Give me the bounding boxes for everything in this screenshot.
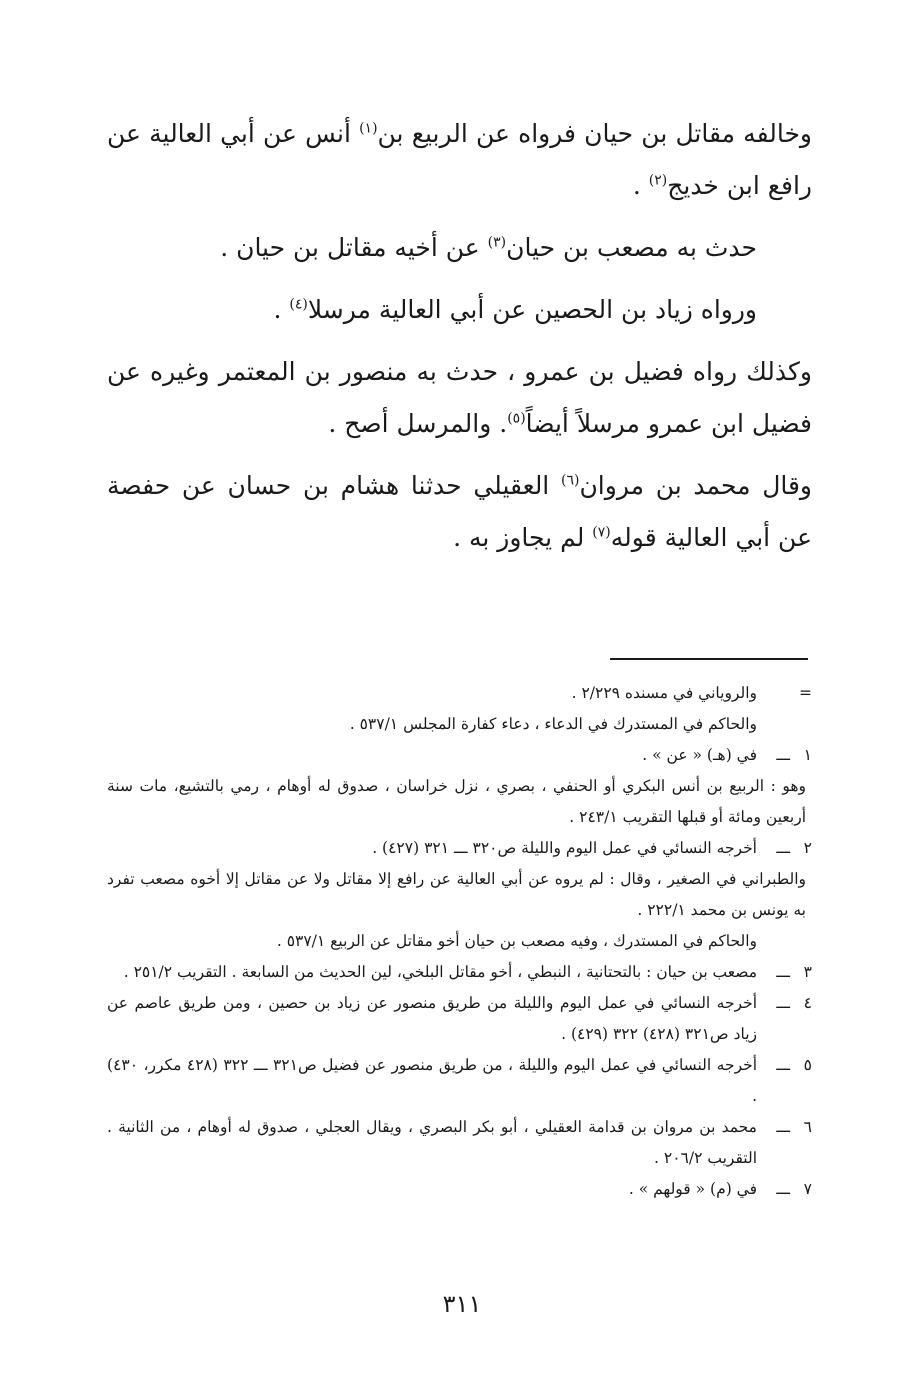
footnote-ref-3: (٣) <box>487 234 507 251</box>
footnote-ref-4: (٤) <box>289 296 308 313</box>
footnote-6: ٦ ـــ محمد بن مروان بن قدامة العقيلي ، أبو بكر البصري ، ويقال العجلي ، صدوق له أوهام ، من الثانية . التقريب ٢٠٦/٢ . <box>107 1118 812 1167</box>
footnote-ref-2: (٢) <box>648 172 668 189</box>
footnote-ref-5: (٥) <box>507 410 526 427</box>
footnote-4: ٤ ـــ أخرجه النسائي في عمل اليوم والليلة من طريق منصور عن زياد بن حصين ، ومن طريق عاصم عن زياد ص٣٢١ (٤٢٨) ٣٢٢ (٤٢٩) . <box>107 994 812 1043</box>
footnote-2-detail-2: والحاكم في المستدرك ، وفيه مصعب بن حيان أخو مقاتل عن الربيع ٥٣٧/١ . <box>276 932 757 950</box>
paragraph-4: وكذلك رواه فضيل بن عمرو ، حدث به منصور بن المعتمر وغيره عن فضيل ابن عمرو مرسلاً أيضاً$^{(٥)}$. والمرسل أصح . <box>107 357 812 438</box>
footnote-1-detail: وهو : الربيع بن أنس البكري أو الحنفي ، بصري ، نزل خراسان ، صدوق له أوهام ، رمي بالتشيع، مات سنة أربعين ومائة أو قبلها التقريب ٢٤٣/١ . <box>107 777 806 826</box>
footnote-continued-2: والحاكم في المستدرك في الدعاء ، دعاء كفارة المجلس ٥٣٧/١ . <box>349 715 757 733</box>
footnote-separator <box>610 658 808 660</box>
main-text <box>107 108 812 574</box>
paragraph-3: ورواه زياد بن الحصين عن أبي العالية مرسلا$^{(٤)}$ . <box>273 295 757 324</box>
footnote-continued: = والروياني في مسنده ٢/٢٢٩ . <box>571 684 812 702</box>
footnote-ref-7: (٧) <box>592 524 611 541</box>
footnote-3: ٣ ـــ مصعب بن حيان : بالتحتانية ، النبطي ، أخو مقاتل البلخي، لين الحديث من السابعة . التقريب ٢٥١/٢ . <box>123 963 812 981</box>
footnotes <box>107 678 812 1205</box>
paragraph-2: حدث به مصعب بن حيان$^{(٣)}$ عن أخيه مقاتل بن حيان . <box>220 233 757 262</box>
footnote-2-detail: والطبراني في الصغير ، وقال : لم يروه عن أبي العالية عن رافع إلا مقاتل ولا عن مقاتل إلا أخوه مصعب تفرد به يونس بن محمد ٢٢٢/١ . <box>107 870 806 919</box>
footnote-2: ٢ ـــ أخرجه النسائي في عمل اليوم والليلة ص٣٢٠ ـــ ٣٢١ (٤٢٧) . <box>372 839 812 857</box>
paragraph-1: وخالفه مقاتل بن حيان فرواه عن الربيع بن$^{(١)}$ أنس عن أبي العالية عن رافع ابن خديج$^{(٢)}$ . <box>107 119 812 200</box>
footnote-1: ١ ـــ في (هـ) « عن » . <box>642 746 812 764</box>
footnote-7: ٧ ـــ في (م) « قولهم » . <box>628 1180 812 1198</box>
footnote-5: ٥ ـــ أخرجه النسائي في عمل اليوم والليلة ، من طريق منصور عن فضيل ص٣٢١ ـــ ٣٢٢ (٤٢٨ مكرر، ٤٣٠) . <box>107 1056 812 1105</box>
footnote-ref-1: (١) <box>359 120 378 137</box>
paragraph-5: وقال محمد بن مروان$^{(٦)}$ العقيلي حدثنا هشام بن حسان عن حفصة عن أبي العالية قوله$^{(٧)}$ لم يجاوز به . <box>107 471 812 552</box>
page-number: ٣١١ <box>442 1290 482 1318</box>
footnote-ref-6: (٦) <box>560 472 580 489</box>
